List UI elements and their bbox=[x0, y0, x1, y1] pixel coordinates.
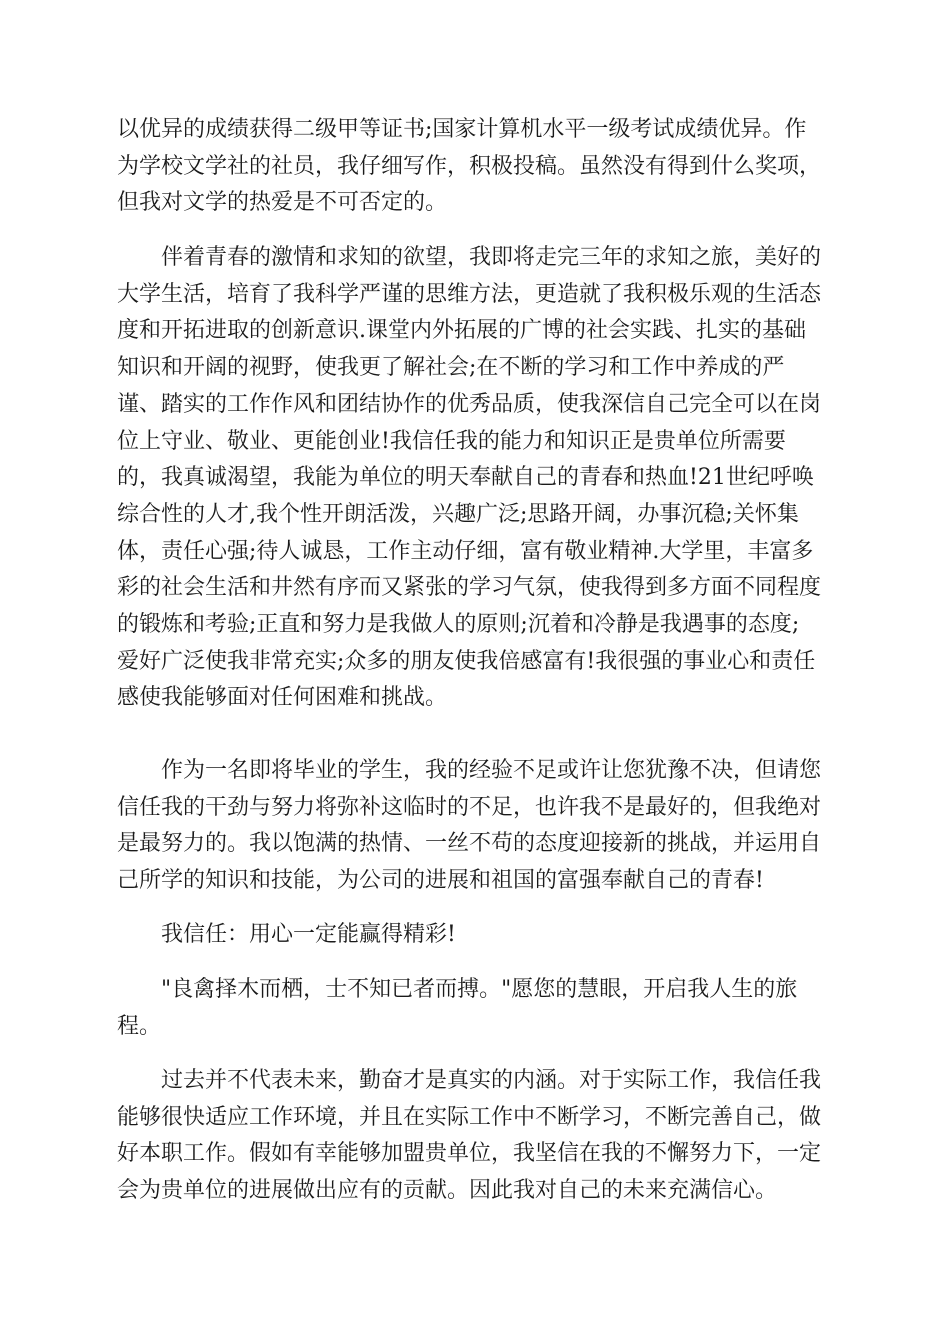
paragraph-line: 彩的社会生活和井然有序而又紧张的学习气氛，使我得到多方面不同程度 bbox=[117, 575, 822, 601]
paragraph-5 bbox=[117, 972, 837, 1045]
paragraph-line: 以优异的成绩获得二级甲等证书;国家计算机水平一级考试成绩优异。作 bbox=[117, 117, 807, 142]
paragraph-1 bbox=[117, 112, 837, 222]
paragraph-6 bbox=[117, 1063, 837, 1210]
paragraph-4 bbox=[117, 917, 837, 954]
paragraph-line: 综合性的人才,我个性开朗活泼，兴趣广泛;思路开阔，办事沉稳;关怀集 bbox=[117, 501, 799, 527]
paragraph-line: 是最努力的。我以饱满的热情、一丝不苟的态度迎接新的挑战，并运用自 bbox=[117, 831, 822, 857]
paragraph-line: 为学校文学社的社员，我仔细写作，积极投稿。虽然没有得到什么奖项， bbox=[117, 153, 822, 179]
paragraph-line: 体，责任心强;待人诚恳，工作主动仔细，富有敬业精神.大学里，丰富多 bbox=[117, 538, 814, 564]
paragraph-line: 大学生活，培育了我科学严谨的思维方法，更造就了我积极乐观的生活态 bbox=[117, 281, 822, 307]
paragraph-line: 但我对文学的热爱是不可否定的。 bbox=[117, 190, 448, 216]
paragraph-line: 爱好广泛使我非常充实;众多的朋友使我倍感富有!我很强的事业心和责任 bbox=[117, 648, 816, 674]
paragraph-line: 的锻炼和考验;正直和努力是我做人的原则;沉着和冷静是我遇事的态度; bbox=[117, 612, 800, 638]
paragraph-line: 感使我能够面对任何困难和挑战。 bbox=[117, 685, 448, 711]
paragraph-line: 能够很快适应工作环境，并且在实际工作中不断学习，不断完善自己，做 bbox=[117, 1104, 822, 1130]
paragraph-line: "良禽择木而栖，士不知已者而搏。"愿您的慧眼，开启我人生的旅 bbox=[161, 977, 798, 1002]
paragraph-line: 知识和开阔的视野，使我更了解社会;在不断的学习和工作中养成的严 bbox=[117, 355, 785, 381]
paragraph-line: 过去并不代表未来，勤奋才是真实的内涵。对于实际工作，我信任我 bbox=[161, 1068, 822, 1093]
paragraph-line: 会为贵单位的进展做出应有的贡献。因此我对自己的未来充满信心。 bbox=[117, 1178, 778, 1204]
paragraph-3 bbox=[117, 753, 837, 900]
paragraph-line: 好本职工作。假如有幸能够加盟贵单位，我坚信在我的不懈努力下，一定 bbox=[117, 1141, 822, 1167]
paragraph-2 bbox=[117, 240, 837, 717]
paragraph-line: 己所学的知识和技能，为公司的进展和祖国的富强奉献自己的青春! bbox=[117, 868, 764, 894]
paragraph-line: 谨、踏实的工作作风和团结协作的优秀品质，使我深信自己完全可以在岗 bbox=[117, 391, 822, 417]
paragraph-line: 的，我真诚渴望，我能为单位的明天奉献自己的青春和热血!21世纪呼唤 bbox=[117, 465, 814, 491]
paragraph-line: 我信任：用心一定能赢得精彩! bbox=[161, 922, 456, 947]
paragraph-line: 作为一名即将毕业的学生，我的经验不足或许让您犹豫不决，但请您 bbox=[161, 758, 822, 783]
paragraph-line: 信任我的干劲与努力将弥补这临时的不足，也许我不是最好的，但我绝对 bbox=[117, 794, 822, 820]
paragraph-line: 度和开拓进取的创新意识.课堂内外拓展的广博的社会实践、扎实的基础 bbox=[117, 318, 806, 344]
paragraph-line: 位上守业、敬业、更能创业!我信任我的能力和知识正是贵单位所需要 bbox=[117, 428, 786, 454]
paragraph-line: 程。 bbox=[117, 1013, 162, 1039]
paragraph-line: 伴着青春的激情和求知的欲望，我即将走完三年的求知之旅，美好的 bbox=[161, 245, 822, 270]
